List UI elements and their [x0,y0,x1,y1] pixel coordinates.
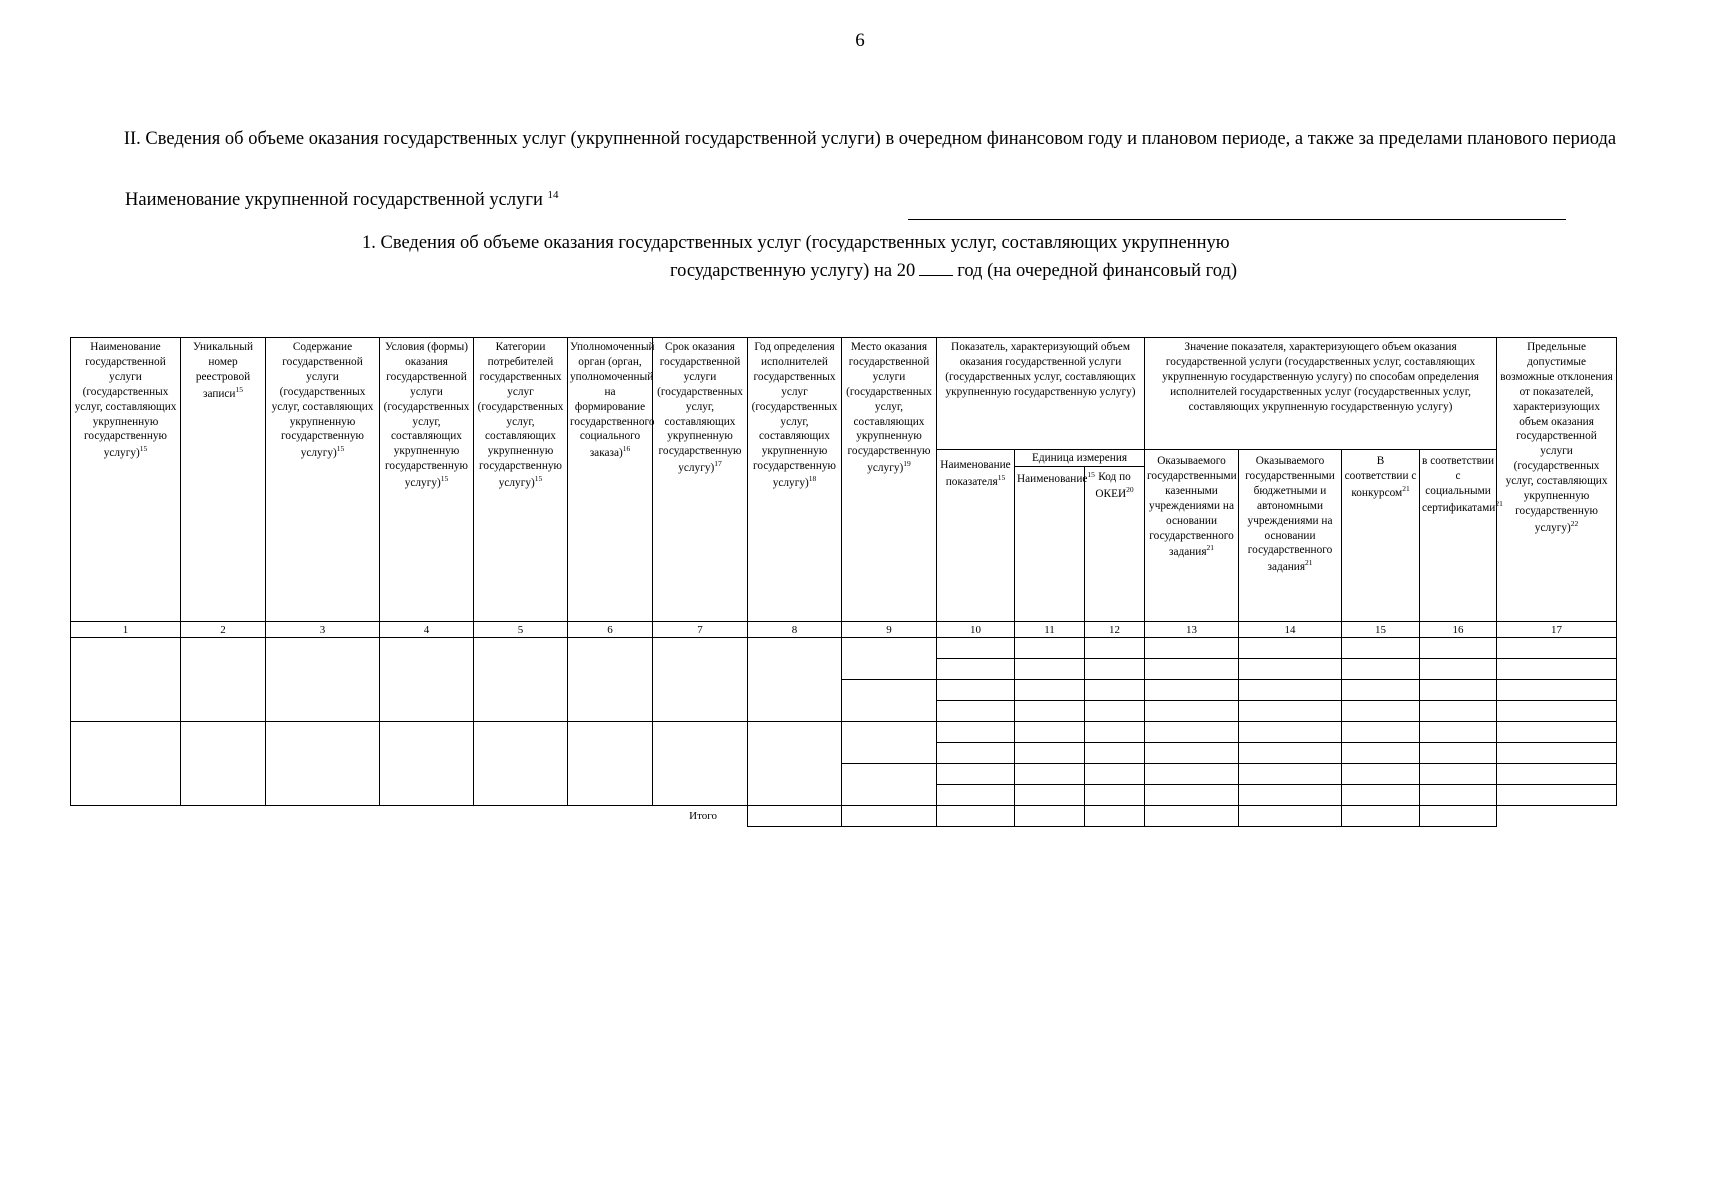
table-cell [1239,659,1342,680]
subsection-title-line2 [670,257,1237,285]
table-cell [1015,785,1085,806]
table-cell [1015,722,1085,743]
column-number: 10 [937,622,1015,638]
blank-cell [474,806,568,827]
column-number: 17 [1497,622,1617,638]
table-cell [71,638,181,722]
column-number: 2 [181,622,266,638]
table-cell [1239,764,1342,785]
column-number: 3 [266,622,380,638]
table-cell [1015,764,1085,785]
blank-cell [181,806,266,827]
table-cell [266,638,380,722]
subsection-title-line1: 1. Сведения об объеме оказания государственных услуг (государственных услуг, составляющих укрупненную [362,233,1230,253]
header-service-term: Срок оказания государственной услуги (государственных услуг, составляющих укрупненную государственную услугу)$^{17}$ [653,338,748,622]
table-cell [1145,785,1239,806]
column-number: 4 [380,622,474,638]
column-number: 16 [1420,622,1497,638]
footnote-marker: 14 [547,189,559,201]
total-cell [1342,806,1420,827]
blank-cell [380,806,474,827]
column-number: 1 [71,622,181,638]
table-cell [1015,701,1085,722]
table-cell [842,764,937,806]
header-by-competition: В соответствии с конкурсом$^{21}$ [1342,450,1420,622]
header-allowed-deviations: Предельные допустимые возможные отклонения от показателей, характеризующих объем оказания государственной услуги (государственных услуг, составляющих укрупненную государственную услугу)$^{22}$ [1497,338,1617,622]
table-cell [1145,764,1239,785]
service-name-label-text: Наименование укрупненной государственной услуги [125,190,543,211]
table-cell [1420,743,1497,764]
table-cell [1420,659,1497,680]
table-cell [653,722,748,806]
table-cell [1342,638,1420,659]
header-executor-year: Год определения исполнителей государственных услуг (государственных услуг, составляющих укрупненную государственную услугу)$^{18}$ [748,338,842,622]
column-number: 8 [748,622,842,638]
table-cell [1085,785,1145,806]
table-cell [1342,701,1420,722]
header-service-content: Содержание государственной услуги (государственных услуг, составляющих укрупненную государственную услугу)$^{15}$ [266,338,380,622]
table-cell [181,638,266,722]
total-cell [1015,806,1085,827]
table-cell [1015,659,1085,680]
table-cell [937,638,1015,659]
column-number: 5 [474,622,568,638]
header-value-group: Значение показателя, характеризующего объем оказания государственной услуги (государственных услуг, составляющих укрупненную государственную услугу) по способам определения исполнителей государственных услуг (государственных услуг, составляющих укрупненную государственную услугу) [1145,338,1497,450]
header-service-conditions: Условия (формы) оказания государственной услуги (государственных услуг, составляющих укрупненную государственную услугу)$^{15}$ [380,338,474,622]
table-cell [1420,680,1497,701]
total-cell [1145,806,1239,827]
table-cell [474,638,568,722]
column-number: 15 [1342,622,1420,638]
section-title: II. Сведения об объеме оказания государственных услуг (укрупненной государственной услуги) в очередном финансовом году и плановом периоде, а также за пределами планового периода [123,129,1617,149]
table-cell [1015,638,1085,659]
table-cell [937,680,1015,701]
column-number: 13 [1145,622,1239,638]
table-cell [1497,785,1617,806]
table-cell [1145,659,1239,680]
column-numbers-row [71,622,1617,638]
table-row [71,638,1617,659]
table-cell [1420,722,1497,743]
table-cell [1145,701,1239,722]
table-cell [181,722,266,806]
service-name-label [125,189,559,211]
table-cell [937,722,1015,743]
table-cell [1145,638,1239,659]
subsection-title-line2-part-b: год (на очередной финансовый год) [957,261,1238,281]
table-cell [1420,638,1497,659]
table-cell [1239,743,1342,764]
table-cell [1497,659,1617,680]
header-registry-number: Уникальный номер реестровой записи$^{15}$ [181,338,266,622]
table-cell [71,722,181,806]
table-cell [1497,680,1617,701]
column-number: 11 [1015,622,1085,638]
page-number: 6 [855,30,865,51]
total-row [71,806,1617,827]
table-cell [1497,701,1617,722]
table-cell [937,764,1015,785]
table-cell [1085,722,1145,743]
table-cell [266,722,380,806]
header-by-social-certificates: в соответствии с социальными сертификатами$^{21}$ [1420,450,1497,622]
table-cell [1085,764,1145,785]
subsection-title-line2-part-a: государственную услугу) на 20 [670,261,916,281]
table-cell [1420,701,1497,722]
table-cell [474,722,568,806]
total-cell [1420,806,1497,827]
total-cell [1085,806,1145,827]
header-okei-code: Код по ОКЕИ$^{20}$ [1095,471,1134,500]
total-cell [748,806,842,827]
table-cell [1085,638,1145,659]
table-cell [1420,764,1497,785]
table-cell [842,680,937,722]
table-cell [842,638,937,680]
table-cell [1342,785,1420,806]
column-number: 6 [568,622,653,638]
table-cell [380,722,474,806]
header-service-name: Наименование государственной услуги (государственных услуг, составляющих укрупненную государственную услугу)$^{15}$ [71,338,181,622]
table-cell [1085,743,1145,764]
table-cell [380,638,474,722]
table-cell [748,638,842,722]
column-number: 9 [842,622,937,638]
table-cell [937,743,1015,764]
blank-cell [1497,806,1617,827]
table-cell [1497,764,1617,785]
table-cell [842,722,937,764]
header-budget-institutions: Оказываемого государственными бюджетными и автономными учреждениями на основании государственного задания$^{21}$ [1239,450,1342,622]
table-cell [748,722,842,806]
header-unit-name: Наименование$^{15}$ [1015,467,1085,621]
table-cell [1239,701,1342,722]
header-government-institutions: Оказываемого государственными казенными учреждениями на основании государственного задания$^{21}$ [1145,450,1239,622]
table-cell [1497,638,1617,659]
header-consumer-categories: Категории потребителей государственных услуг (государственных услуг, составляющих укрупненную государственную услугу)$^{15}$ [474,338,568,622]
header-indicator-group: Показатель, характеризующий объем оказания государственной услуги (государственных услуг, составляющих укрупненную государственную услугу) [937,338,1145,450]
header-indicator-name: Наименование показателя$^{15}$ [937,450,1015,622]
table-cell [1342,659,1420,680]
table-cell [1239,722,1342,743]
table-cell [568,722,653,806]
year-blank [919,257,953,276]
table-cell [1342,722,1420,743]
table-cell [1015,743,1085,764]
table-cell [1420,785,1497,806]
column-number: 14 [1239,622,1342,638]
table-cell [937,701,1015,722]
table-cell [1342,764,1420,785]
table-cell [1085,659,1145,680]
header-unit-label: Единица измерения [1015,450,1144,467]
table-cell [1342,680,1420,701]
blank-cell [568,806,653,827]
header-unit-group [1015,450,1145,622]
table-cell [1497,743,1617,764]
total-label: Итого [689,809,717,822]
table-cell [1085,701,1145,722]
table-cell [568,638,653,722]
table-cell [1145,722,1239,743]
column-number: 7 [653,622,748,638]
total-cell [937,806,1015,827]
blank-cell [266,806,380,827]
table-cell [1497,722,1617,743]
table-cell [1342,743,1420,764]
table-row [71,722,1617,743]
table-cell [1239,638,1342,659]
table-cell [1145,680,1239,701]
volume-table [70,337,1617,827]
table-cell [1145,743,1239,764]
table-cell [1085,680,1145,701]
table-cell [937,785,1015,806]
header-service-place: Место оказания государственной услуги (государственных услуг, составляющих укрупненную государственную услугу)$^{19}$ [842,338,937,622]
table-cell [1239,680,1342,701]
blank-cell [71,806,181,827]
column-number: 12 [1085,622,1145,638]
table-cell [1015,680,1085,701]
total-cell [842,806,937,827]
header-authorized-body: Уполномоченный орган (орган, уполномоченный на формирование государственного социального заказа)$^{16}$ [568,338,653,622]
total-cell [1239,806,1342,827]
table-cell [937,659,1015,680]
table-cell [653,638,748,722]
table-cell [1239,785,1342,806]
service-name-blank-line [908,219,1566,220]
